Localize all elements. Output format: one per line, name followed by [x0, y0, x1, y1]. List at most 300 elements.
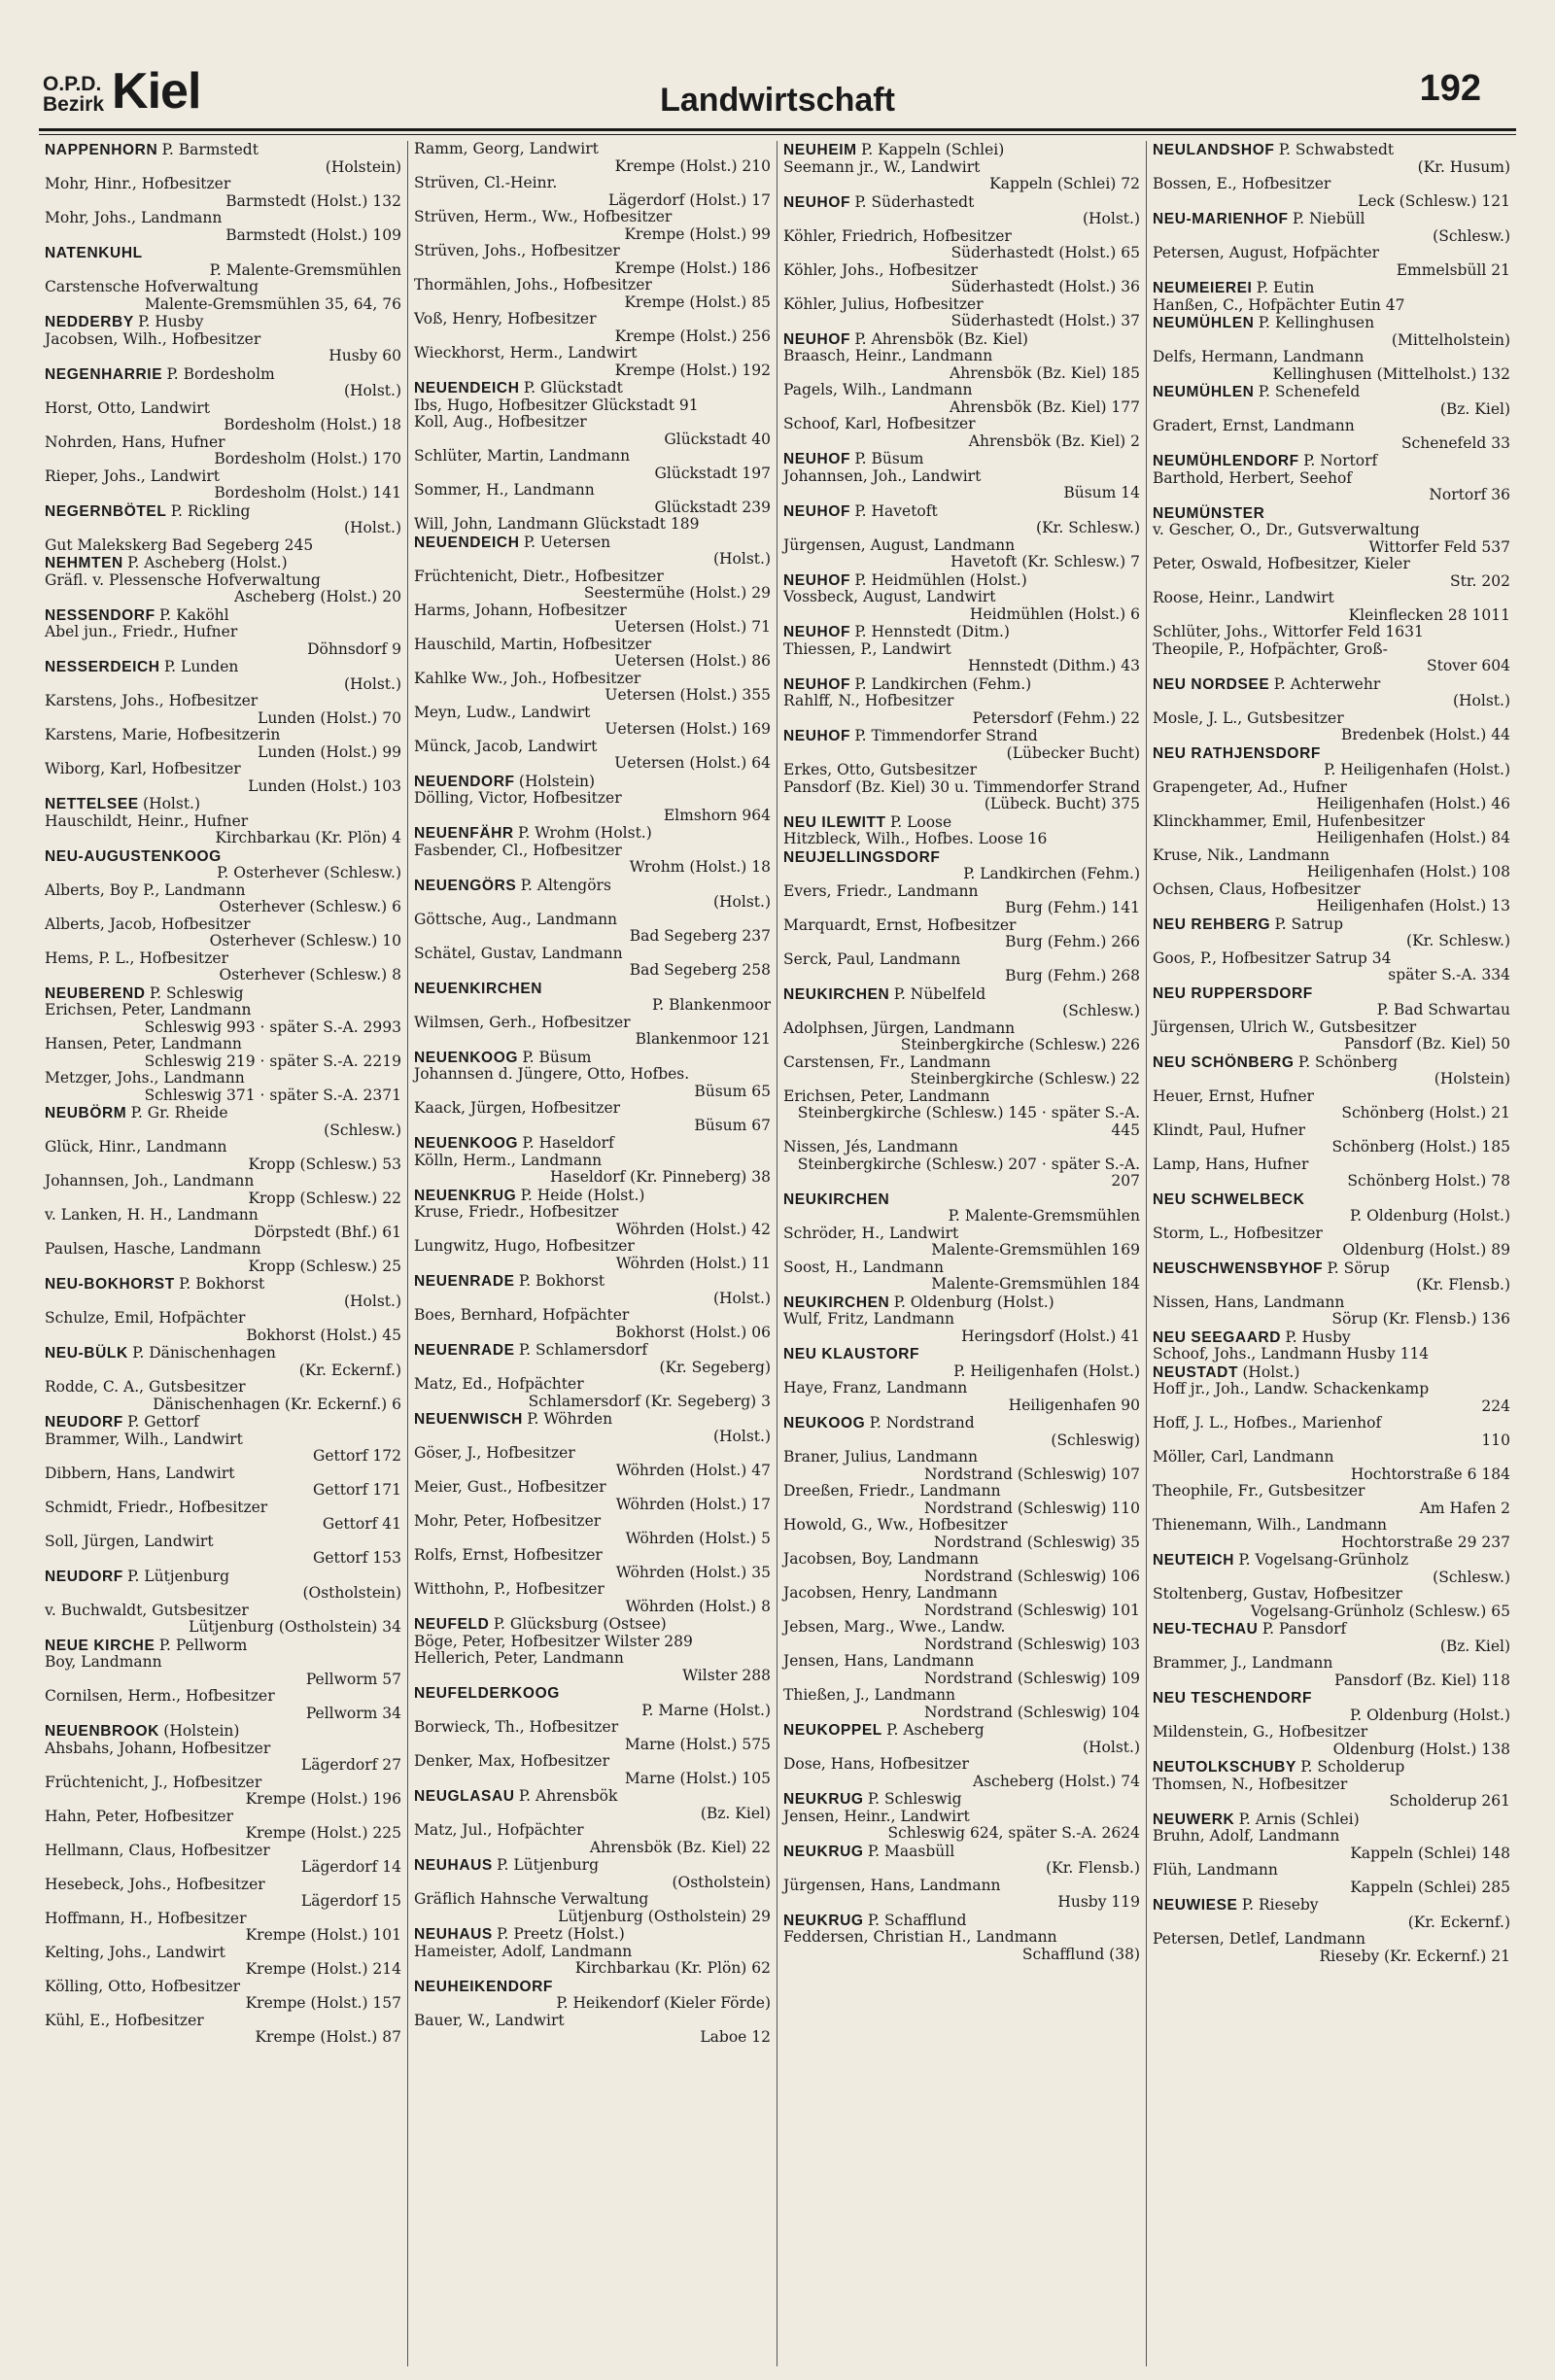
entry-phone: Heidmühlen (Holst.) 6	[969, 604, 1140, 623]
post-office: P. Kellinghusen	[1258, 314, 1375, 331]
entry-phone: Laboe 12	[700, 2028, 771, 2046]
directory-entry	[414, 1015, 771, 1049]
post-office: P. Schleswig	[867, 1790, 962, 1808]
place-region: P. Oldenburg (Holst.)	[1349, 1207, 1510, 1224]
place-heading	[1153, 916, 1510, 950]
entry-name: Flüh, Landmann	[1153, 1861, 1278, 1879]
entry-name: Peter, Oswald, Hofbesitzer, Kieler	[1153, 555, 1410, 572]
place-name: NEUKIRCHEN	[783, 985, 890, 1003]
directory-entry	[783, 1878, 1140, 1912]
entry-phone: Uetersen (Holst.) 169	[605, 720, 771, 738]
entry-name: Mohr, Johs., Landmann	[45, 209, 223, 226]
entry-phone: Heiligenhafen 90	[1008, 1396, 1140, 1414]
place-heading	[1153, 676, 1510, 710]
entry-name: Petersen, August, Hofpächter	[1153, 244, 1380, 261]
place-heading	[783, 142, 1140, 159]
entry-name: Meier, Gust., Hofbesitzer	[414, 1478, 606, 1496]
entry-name: Soll, Jürgen, Landwirt	[45, 1532, 214, 1550]
post-office: (Holstein)	[163, 1722, 240, 1740]
entry-phone: Ascheberg (Holst.) 74	[973, 1772, 1140, 1790]
entry-name: Harms, Johann, Hofbesitzer	[414, 601, 627, 619]
entry-name: Klindt, Paul, Hufner	[1153, 1121, 1306, 1139]
place-heading	[45, 1723, 401, 1741]
place-name: NEULANDSHOF	[1153, 142, 1275, 158]
entry-name: Thienemann, Wilh., Landmann	[1153, 1516, 1388, 1534]
entry-name: Mosle, J. L., Gutsbesitzer	[1153, 708, 1344, 727]
post-office: P. Havetoft	[854, 501, 938, 520]
place-region: (Lübecker Bucht)	[1006, 743, 1140, 762]
entry-phone: Oldenburg (Holst.) 138	[1332, 1740, 1510, 1758]
post-office: P. Lütjenburg	[127, 1567, 230, 1585]
entry-phone: Nordstrand (Schleswig) 101	[923, 1601, 1140, 1619]
place-name: NEUMÜNSTER	[1153, 504, 1265, 522]
place-heading	[45, 1105, 401, 1139]
place-region: (Holst.)	[712, 550, 771, 568]
post-office: (Holst.)	[143, 795, 201, 812]
directory-entry	[414, 448, 771, 482]
post-office: P. Rieseby	[1241, 1896, 1319, 1914]
directory-entry	[45, 916, 401, 950]
entry-phone: Wrohm (Holst.) 18	[629, 858, 771, 876]
place-heading	[414, 1411, 771, 1445]
place-name: NESSERDEICH	[45, 659, 160, 675]
entry-name: Gradert, Ernst, Landmann	[1153, 417, 1355, 434]
directory-entry	[414, 1822, 771, 1856]
post-office: P. Maasbüll	[867, 1842, 955, 1860]
entry-name: Thomsen, N., Hofbesitzer	[1153, 1775, 1348, 1793]
place-name: NEUENBROOK	[45, 1723, 159, 1740]
entry-name: Thießen, J., Landmann	[783, 1686, 955, 1704]
directory-entry	[783, 1139, 1140, 1190]
entry-name: Vossbeck, August, Landwirt	[783, 588, 996, 605]
entry-name: Karstens, Marie, Hofbesitzerin	[45, 726, 281, 743]
post-office: P. Dänischenhagen	[132, 1344, 276, 1362]
place-name: NEUFELDERKOOG	[414, 1685, 560, 1702]
entry-phone: Pellworm 57	[305, 1670, 401, 1688]
place-region: P. Malente-Gremsmühlen	[948, 1207, 1140, 1224]
place-name: NEUENKIRCHEN	[414, 980, 543, 997]
place-region: (Holst.)	[1082, 1738, 1140, 1756]
place-name: NEUENGÖRS	[414, 877, 517, 894]
entry-name: Alberts, Jacob, Hofbesitzer	[45, 914, 251, 933]
place-heading	[1153, 1054, 1510, 1088]
entry-name: Ahsbahs, Johann, Hofbesitzer	[45, 1739, 271, 1757]
place-heading	[1153, 505, 1510, 523]
entry-name: Mohr, Peter, Hofbesitzer	[414, 1512, 602, 1530]
entry-name: Meyn, Ludw., Landwirt	[414, 703, 591, 721]
entry-name: Jürgensen, Ulrich W., Gutsbesitzer	[1153, 1018, 1417, 1036]
entry-name: Petersen, Detlef, Landmann	[1153, 1930, 1366, 1948]
entry-name: Evers, Friedr., Landmann	[783, 881, 979, 900]
place-name: NEUHOF	[783, 728, 851, 744]
entry-phone: Gettorf 41	[322, 1515, 401, 1533]
place-heading	[1153, 985, 1510, 1019]
entry-name: Schoof, Johs., Landmann Husby 114	[1153, 1345, 1430, 1362]
directory-entry	[783, 1809, 1140, 1843]
entry-phone: Glückstadt 239	[654, 498, 771, 516]
directory-entry	[783, 762, 1140, 813]
place-heading	[1153, 1690, 1510, 1724]
directory-entry	[414, 1753, 771, 1787]
entry-phone: Kleinflecken 28 1011	[1348, 605, 1510, 624]
place-heading	[1153, 745, 1510, 779]
place-heading	[414, 1273, 771, 1307]
entry-name: Haye, Franz, Landmann	[783, 1379, 968, 1397]
entry-name: Borwieck, Th., Hofbesitzer	[414, 1718, 619, 1736]
directory-entry	[414, 1153, 771, 1187]
entry-phone: Döhnsdorf 9	[307, 639, 401, 658]
entry-name: Göser, J., Hofbesitzer	[414, 1444, 575, 1462]
entry-phone: Havetoft (Kr. Schlesw.) 7	[950, 553, 1140, 570]
entry-phone: Krempe (Holst.) 157	[245, 1994, 401, 2012]
directory-entry	[783, 1687, 1140, 1721]
place-name: NEUMÜHLEN	[1153, 384, 1255, 400]
post-office: P. Haseldorf	[522, 1134, 614, 1152]
entry-name: Hitzbleck, Wilh., Hofbes. Loose 16	[783, 830, 1048, 847]
entry-name: Möller, Carl, Landmann	[1153, 1448, 1334, 1466]
place-region: (Kr. Schlesw.)	[1036, 519, 1140, 536]
post-office: P. Schwabstedt	[1278, 141, 1395, 158]
directory-entry	[1153, 470, 1510, 504]
post-office: P. Nordstrand	[869, 1414, 975, 1431]
place-heading	[414, 1135, 771, 1153]
page-number: 192	[1419, 68, 1481, 109]
entry-phone: Uetersen (Holst.) 64	[614, 754, 771, 772]
entry-name: Münck, Jacob, Landwirt	[414, 737, 598, 755]
entry-name: Strüven, Herm., Ww., Hofbesitzer	[414, 208, 673, 225]
post-office: P. Büsum	[522, 1048, 592, 1066]
directory-entry	[783, 883, 1140, 917]
directory-entry	[414, 1100, 771, 1134]
place-heading	[45, 848, 401, 882]
directory-entry	[783, 1517, 1140, 1551]
entry-name: Wilmsen, Gerh., Hofbesitzer	[414, 1013, 631, 1031]
entry-name: Dibbern, Hans, Landwirt	[45, 1464, 235, 1482]
place-heading	[45, 796, 401, 813]
post-office: P. Altengörs	[520, 876, 611, 894]
place-region: (Schlesw.)	[1433, 226, 1510, 245]
entry-name: Gut Malekskerg Bad Segeberg 245	[45, 535, 314, 554]
entry-name: Wiborg, Karl, Hofbesitzer	[45, 760, 241, 777]
entry-name: Ramm, Georg, Landwirt	[414, 141, 599, 157]
entry-name: Kaack, Jürgen, Hofbesitzer	[414, 1099, 621, 1117]
place-region: (Kr. Flensb.)	[1416, 1276, 1510, 1293]
directory-entry	[783, 262, 1140, 296]
place-name: NEUENKOOG	[414, 1135, 519, 1152]
directory-entry	[783, 348, 1140, 382]
entry-phone: Glückstadt 40	[664, 430, 771, 448]
entry-name: Voß, Henry, Hofbesitzer	[414, 310, 597, 328]
place-name: NEUJELLINGSDORF	[783, 848, 941, 866]
directory-entry	[783, 1585, 1140, 1619]
directory-entry	[783, 1259, 1140, 1293]
entry-name: Koll, Aug., Hofbesitzer	[414, 413, 587, 431]
place-region: P. Oldenburg (Holst.)	[1349, 1706, 1510, 1724]
entry-phone: Dörpstedt (Bhf.) 61	[254, 1223, 401, 1241]
directory-entry	[1153, 1019, 1510, 1053]
entry-phone: Kirchbarkau (Kr. Plön) 4	[215, 829, 401, 846]
place-heading	[45, 314, 401, 331]
entry-phone: Ahrensbök (Bz. Kiel) 2	[968, 431, 1140, 450]
place-heading	[783, 728, 1140, 762]
entry-phone: Barmstedt (Holst.) 132	[225, 191, 401, 210]
directory-entry	[45, 1979, 401, 2013]
place-name: NEUENFÄHR	[414, 825, 514, 842]
entry-phone: Kappeln (Schlei) 72	[989, 175, 1140, 192]
place-name: NEUHOF	[783, 571, 851, 589]
entry-phone: Bordesholm (Holst.) 170	[214, 450, 401, 467]
place-name: NEUWERK	[1153, 1811, 1235, 1828]
entry-phone: Lunden (Holst.) 70	[258, 708, 401, 727]
directory-entry	[783, 831, 1140, 848]
entry-name: Schlüter, Johs., Wittorfer Feld 1631	[1153, 623, 1424, 640]
entry-name: Carstensche Hofverwaltung	[45, 278, 259, 295]
post-office: P. Büsum	[854, 450, 924, 467]
place-heading	[1153, 1897, 1510, 1931]
directory-entry	[414, 1479, 771, 1513]
directory-entry	[783, 1020, 1140, 1054]
entry-name: Storm, L., Hofbesitzer	[1153, 1224, 1323, 1242]
post-office: P. Loose	[889, 812, 952, 831]
post-office: P. Pellworm	[158, 1636, 248, 1654]
directory-entry	[1153, 297, 1510, 315]
place-heading	[783, 331, 1140, 349]
place-region: P. Malente-Gremsmühlen	[209, 260, 401, 279]
entry-name: Hameister, Adolf, Landmann	[414, 1942, 633, 1960]
post-office: P. Schönberg	[1297, 1052, 1399, 1071]
entry-name: Jacobsen, Henry, Landmann	[783, 1584, 998, 1602]
entry-phone: Pellworm 34	[305, 1704, 401, 1722]
directory-entry	[45, 624, 401, 658]
directory-entry	[45, 1500, 401, 1534]
post-office: P. Wöhrden	[527, 1410, 613, 1428]
entry-phone: Steinbergkirche (Schlesw.) 22	[910, 1070, 1140, 1087]
entry-name: Göttsche, Aug., Landmann	[414, 910, 618, 928]
entry-phone: Pansdorf (Bz. Kiel) 30 u. Timmendorfer Strand (Lübeck. Bucht) 375	[783, 777, 1140, 812]
directory-entry	[414, 671, 771, 705]
entry-name: Gräflich Hahnsche Verwaltung	[414, 1890, 649, 1908]
entry-phone: Wilster 288	[682, 1666, 771, 1684]
directory-entry	[1153, 1225, 1510, 1259]
post-office: P. Vogelsang-Grünholz	[1238, 1551, 1409, 1569]
directory-entry	[1153, 1449, 1510, 1483]
entry-phone: Süderhastedt (Holst.) 65	[950, 244, 1140, 261]
entry-phone: Krempe (Holst.) 256	[614, 327, 771, 345]
entry-phone: Nortorf 36	[1429, 486, 1510, 503]
entry-phone: Schlamersdorf (Kr. Segeberg) 3	[528, 1392, 771, 1410]
place-name: NEUKIRCHEN	[783, 1190, 890, 1208]
entry-name: Hauschildt, Heinr., Hufner	[45, 811, 249, 830]
directory-entry	[1153, 950, 1510, 984]
post-office: P. Heide (Holst.)	[520, 1186, 645, 1204]
entry-name: Dölling, Victor, Hofbesitzer	[414, 789, 622, 807]
directory-entry	[414, 345, 771, 379]
entry-phone: Steinbergkirche (Schlesw.) 145 · später S.-A. 445	[797, 1104, 1140, 1139]
entry-phone: Burg (Fehm.) 141	[1005, 899, 1140, 916]
place-name: NATENKUHL	[45, 245, 143, 261]
entry-phone: Bordesholm (Holst.) 141	[214, 484, 401, 501]
entry-phone: 224	[1481, 1397, 1510, 1415]
place-heading	[783, 1791, 1140, 1809]
entry-phone: Kropp (Schlesw.) 53	[248, 1155, 401, 1173]
place-heading	[783, 1294, 1140, 1312]
entry-name: Barthold, Herbert, Seehof	[1153, 468, 1353, 487]
entry-phone: Petersdorf (Fehm.) 22	[972, 708, 1140, 727]
entry-name: Boes, Bernhard, Hofpächter	[414, 1306, 630, 1324]
directory-entry	[414, 1581, 771, 1615]
place-region: (Kr. Flensb.)	[1046, 1859, 1140, 1877]
place-name: NEUKOPPEL	[783, 1722, 882, 1739]
place-heading	[783, 849, 1140, 883]
directory-entry	[783, 1619, 1140, 1653]
place-heading	[414, 535, 771, 569]
entry-name: Jensen, Hans, Landmann	[783, 1652, 975, 1670]
directory-entry	[45, 1654, 401, 1688]
entry-name: Thiessen, P., Landwirt	[783, 639, 951, 658]
entry-name: Metzger, Johs., Landmann	[45, 1069, 245, 1087]
place-region: (Kr. Eckernf.)	[1407, 1913, 1510, 1931]
place-heading	[414, 380, 771, 397]
entry-phone: Bredenbek (Holst.) 44	[1340, 726, 1510, 743]
entry-phone: Kirchbarkau (Kr. Plön) 62	[574, 1959, 771, 1977]
entry-name: Horst, Otto, Landwirt	[45, 398, 210, 417]
directory-entry	[783, 1054, 1140, 1088]
directory-entry	[783, 468, 1140, 502]
entry-phone: Dänischenhagen (Kr. Eckernf.) 6	[153, 1395, 401, 1413]
post-office: P. Hennstedt (Ditm.)	[854, 623, 1010, 640]
entry-phone: Kappeln (Schlei) 148	[1350, 1844, 1510, 1862]
place-name: NEU-AUGUSTENKOOG	[45, 847, 222, 865]
entry-phone: Schleswig 993 · später S.-A. 2993	[144, 1018, 401, 1036]
entry-name: Lamp, Hans, Hufner	[1153, 1155, 1309, 1173]
entry-name: Schlüter, Martin, Landmann	[414, 447, 631, 465]
post-office: P. Ascheberg (Holst.)	[127, 554, 288, 571]
place-name: NEUKRUG	[783, 1912, 864, 1929]
post-office: P. Ascheberg	[886, 1721, 985, 1739]
entry-name: Johannsen, Joh., Landwirt	[783, 466, 982, 485]
entry-name: Jebsen, Marg., Wwe., Landw.	[783, 1618, 1006, 1636]
entry-phone: Stover 604	[1426, 657, 1510, 674]
entry-name: Pagels, Wilh., Landmann	[783, 381, 973, 398]
entry-phone: Haseldorf (Kr. Pinneberg) 38	[549, 1168, 771, 1186]
entry-phone: Büsum 65	[694, 1082, 771, 1100]
entry-phone: Wöhrden (Holst.) 17	[615, 1495, 771, 1513]
place-heading	[783, 814, 1140, 832]
place-region: (Bz. Kiel)	[700, 1804, 771, 1822]
place-name: NEUHAUS	[414, 1857, 493, 1874]
place-name: NEUHOF	[783, 624, 851, 640]
directory-entry	[783, 1380, 1140, 1414]
post-office: P. Bokhorst	[179, 1275, 265, 1293]
place-heading	[783, 503, 1140, 537]
directory-entry	[414, 1634, 771, 1651]
place-heading	[414, 1616, 771, 1634]
directory-entry	[783, 1088, 1140, 1140]
place-name: NETTELSEE	[45, 796, 139, 812]
entry-name: Früchtenicht, J., Hofbesitzer	[45, 1773, 262, 1791]
place-name: NEUHOF	[783, 451, 851, 467]
entry-name: Serck, Paul, Landmann	[783, 949, 961, 968]
directory-entry	[45, 693, 401, 727]
post-office: P. Bordesholm	[166, 364, 275, 383]
entry-name: Bruhn, Adolf, Landmann	[1153, 1827, 1340, 1845]
entry-phone: Am Hafen 2	[1419, 1499, 1510, 1517]
directory-entry	[414, 482, 771, 516]
place-heading	[783, 1346, 1140, 1380]
entry-name: Marquardt, Ernst, Hofbesitzer	[783, 915, 1017, 934]
entry-phone: Marne (Holst.) 575	[624, 1735, 771, 1753]
directory-entry	[414, 1547, 771, 1581]
entry-name: Kruse, Nik., Landmann	[1153, 845, 1330, 864]
entry-name: Strüven, Cl.-Heinr.	[414, 174, 558, 191]
place-heading	[45, 555, 401, 572]
entry-phone: Hennstedt (Dithm.) 43	[967, 657, 1140, 674]
place-name: NEUHOF	[783, 193, 851, 211]
directory-entry	[45, 176, 401, 210]
place-name: NEUDORF	[45, 1414, 123, 1431]
place-heading	[45, 1638, 401, 1655]
post-office: P. Scholderup	[1300, 1758, 1405, 1776]
entry-phone: Burg (Fehm.) 266	[1005, 933, 1140, 950]
entry-phone: Nordstrand (Schleswig) 110	[923, 1499, 1140, 1517]
entry-phone: Str. 202	[1450, 571, 1510, 590]
place-name: NAPPENHORN	[45, 142, 158, 158]
directory-entry	[45, 1688, 401, 1722]
directory-entry	[414, 1204, 771, 1238]
entry-phone: Seestermühe (Holst.) 29	[583, 584, 771, 602]
place-heading	[414, 1342, 771, 1376]
directory-entry	[783, 641, 1140, 675]
place-name: NEU RATHJENSDORF	[1153, 744, 1321, 762]
directory-entry	[45, 1139, 401, 1173]
place-name: NEU-TECHAU	[1153, 1621, 1259, 1638]
directory-entry	[1153, 1381, 1510, 1415]
place-name: NEUHOF	[783, 502, 851, 520]
post-office: P. Landkirchen (Fehm.)	[854, 674, 1032, 693]
place-name: NEUENDORF	[414, 773, 515, 790]
directory-entry	[414, 311, 771, 345]
entry-phone: Ascheberg (Holst.) 20	[234, 588, 401, 605]
entry-name: Paulsen, Hasche, Landmann	[45, 1240, 261, 1258]
place-region: (Holst.)	[343, 674, 401, 693]
entry-name: Kölln, Herm., Landmann	[414, 1151, 603, 1169]
place-heading	[45, 985, 401, 1003]
place-name: NEUTOLKSCHUBY	[1153, 1759, 1296, 1776]
directory-entry	[783, 951, 1140, 985]
directory-entry	[783, 159, 1140, 193]
header-rule	[39, 128, 1516, 131]
place-heading	[414, 1685, 771, 1719]
directory-entry	[45, 572, 401, 606]
entry-phone: Pansdorf (Bz. Kiel) 118	[1334, 1671, 1510, 1689]
post-office: P. Achterwehr	[1273, 674, 1381, 693]
directory-entry	[1153, 710, 1510, 744]
entry-phone: Ahrensbök (Bz. Kiel) 22	[589, 1838, 771, 1856]
place-name: NEUENDEICH	[414, 534, 520, 551]
entry-phone: Bokhorst (Holst.) 06	[615, 1323, 771, 1341]
place-heading	[783, 194, 1140, 228]
entry-phone: Schafflund (38)	[1021, 1945, 1140, 1963]
directory-entry	[414, 1445, 771, 1479]
directory-entry	[1153, 1483, 1510, 1517]
directory-entry	[414, 790, 771, 824]
post-office: P. Barmstedt	[161, 141, 259, 158]
place-region: P. Bad Schwartau	[1376, 1001, 1510, 1018]
entry-phone: Wöhrden (Holst.) 35	[615, 1563, 771, 1581]
entry-phone: Steinbergkirche (Schlesw.) 207 · später S.-A. 207	[797, 1155, 1140, 1190]
entry-phone: Wöhrden (Holst.) 47	[615, 1461, 771, 1479]
entry-name: Hesebeck, Johs., Hofbesitzer	[45, 1875, 265, 1893]
